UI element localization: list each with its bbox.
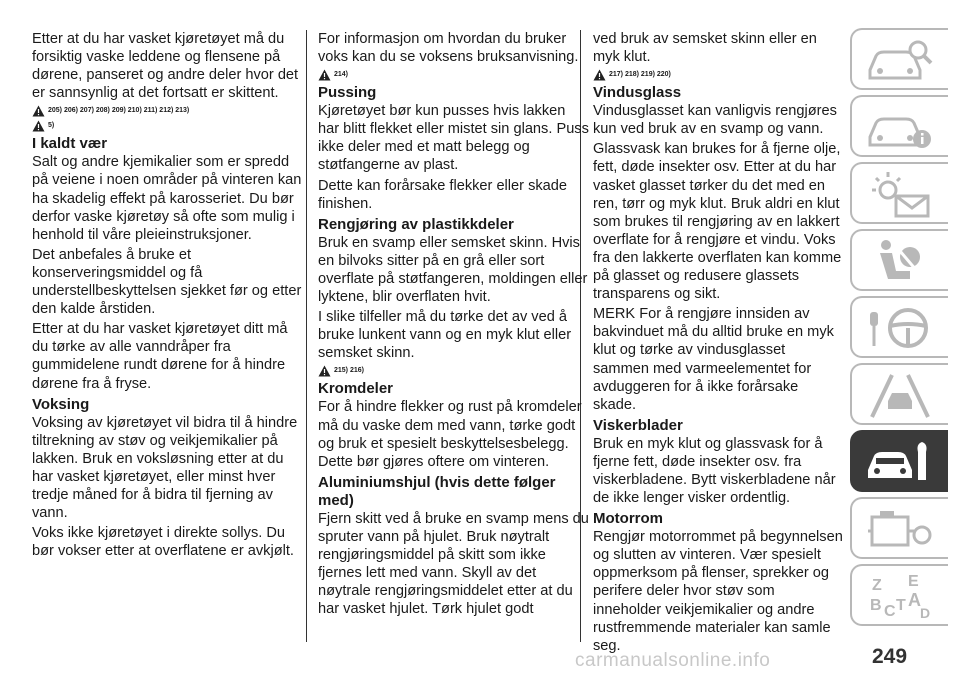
warning-ref-numbers: 214) [334,71,349,79]
warning-triangle-icon [593,69,606,81]
warning-ref-numbers: 215) 216) [334,367,364,375]
column-1 [32,30,304,562]
watermark: carmanualsonline.info [575,650,771,671]
svg-text:Z: Z [872,577,882,594]
paragraph: Rengjør motorrommet på begynnelsen og slutten av vinteren. Vær spesielt oppmerksom på flenser, sprekker og perifere deler hvor støv som inneholder veikjemikalier og andre rustfremmende materialer kan samle seg. [593,529,843,654]
warning-triangle-icon [318,365,331,377]
paragraph: Voks ikke kjøretøyet i direkte sollys. Du bør vokser etter at overflatene er avkjølt. [32,525,294,560]
paragraph: Dette kan forårsake flekker eller skade finishen. [318,177,568,212]
svg-text:T: T [896,597,906,614]
section-heading: Motorrom [593,510,663,528]
warning-refs [318,69,590,81]
column-divider [306,30,307,642]
car-wrench-icon [866,438,934,486]
tab-car-overview[interactable] [850,28,948,90]
warning-ref-numbers: 217) 218) 219) 220) [609,71,671,79]
svg-text:E: E [908,573,919,590]
column-3 [593,30,845,657]
paragraph: Bruk en myk klut og glassvask for å fjerne fett, døde insekter osv. fra viskerbladene. Bytt viskerbladene når de ikke lenger visker ordentlig. [593,435,836,507]
car-info-icon [866,103,934,151]
paragraph: MERK For å rengjøre innsiden av bakvinduet må du alltid bruke en myk klut og tørke av vindusglasset sammen med varmeelementet for avduggeren for å ikke forårsake skade. [593,306,834,413]
road-car-icon [866,371,934,419]
section-heading: Vindusglass [593,84,682,102]
warning-refs [318,365,590,377]
svg-text:B: B [870,597,882,614]
tab-index[interactable] [850,564,948,626]
paragraph: Glassvask kan brukes for å fjerne olje, fett, døde insekter osv. Etter at du har vasket glasset tørker du det med en ren, tørr og myk klut. Bruk aldri en klut som brukes til rengjøring av en lakkert overflate for å rengjøre et vindu. Voks fra den lakkerte overflaten kan komme på glasset og redusere glassets transparens og sikt. [593,141,842,303]
section-heading: Viskerblader [593,416,683,434]
paragraph: For å hindre flekker og rust på kromdeler må du vaske dem med vann, tørke godt og bruk et spesielt beskyttelsesbelegg. Dette bør gjøres oftere om vinteren. [318,399,582,470]
paragraph: I slike tilfeller må du tørke det av ved å bruke lunkent vann og en myk klut eller semsket skinn. [318,309,572,362]
warning-triangle-icon [318,69,331,81]
section-heading: I kaldt vær [32,135,108,153]
paragraph: Kjøretøyet bør kun pusses hvis lakken har blitt flekket eller mistet sin glans. Puss ikke deler med et matt belegg og støtfangerne av plast. [318,103,589,174]
section-heading: Aluminiumshjul (hvis dette følger med) [318,473,556,509]
alphabet-index-icon [866,572,934,620]
tab-emergency[interactable] [850,363,948,425]
paragraph: Salt og andre kjemikalier som er spredd på veiene i noen områder på vinteren kan ha skadelig effekt på karosseriet. Du bør derfor vaske kjøretøy så ofte som mulig i henhold til våre pleieinstruksjoner. [32,154,302,243]
svg-text:D: D [920,605,931,620]
section-heading: Voksing [32,395,90,413]
section-heading: Kromdeler [318,380,394,398]
svg-text:A: A [908,590,921,610]
paragraph: Fjern skitt ved å bruke en svamp mens du spruter vann på hjulet. Bruk nøytralt rengjøringsmiddel på skitt som ikke fjernes lett med vann. Skyll av det nøytrale rengjøringsmiddelet etter at du har vasket hjulet. Tørk hjulet godt [318,510,589,618]
column-2 [318,30,590,620]
warning-refs [593,69,845,81]
tab-maintenance[interactable] [850,430,948,492]
paragraph: Det anbefales å bruke et konserveringsmiddel og få understellbeskyttelsen sjekket før og etter den kalde årstiden. [32,246,302,318]
chapter-tabs [850,28,948,631]
paragraph: Bruk en svamp eller semsket skinn. Hvis en bilvoks sitter på en grå eller sort overflate på støtfangeren, moldingen eller lyktene, blir overflaten hvit. [318,234,588,306]
paragraph: ved bruk av semsket skinn eller en myk klut. [593,31,817,66]
warning-refs [32,105,304,117]
seat-airbag-icon [866,237,934,285]
section-heading: Pussing [318,84,377,102]
paragraph: Etter at du har vasket kjøretøyet må du forsiktig vaske leddene og flensene på dørene, panseret og andre deler hvor det er sannsynlig at det fortsatt er skittent. [32,31,299,102]
paragraph: Voksing av kjøretøyet vil bidra til å hindre tiltrekning av støv og veikjemikalier på lakken. Bruk en voksløsning etter at du har vasket kjøretøyet, eller minst hver tredje måned for å bidra til fjerning av vann. [32,414,298,522]
page-number: 249 [872,645,908,668]
warning-light-envelope-icon [866,170,934,218]
paragraph: For informasjon om hvordan du bruker voks kan du se voksens bruksanvisning. [318,31,579,66]
svg-text:C: C [884,603,896,620]
note-ref-numbers: 5) [48,122,55,130]
paragraph: Etter at du har vasket kjøretøyet ditt må du tørke av alle vanndråper fra gummidelene rundt dørene for å hindre dørene fra å fryse. [32,321,288,392]
engine-specs-icon [866,505,934,553]
tab-starting-driving[interactable] [850,296,948,358]
section-heading: Rengjøring av plastikkdeler [318,215,514,233]
warning-triangle-icon [32,105,45,117]
car-magnifier-icon [866,36,934,84]
tab-safety[interactable] [850,229,948,291]
tab-warning-lights[interactable] [850,162,948,224]
paragraph: Vindusglasset kan vanligvis rengjøres kun ved bruk av en svamp og vann. [593,103,837,138]
warning-ref-numbers: 205) 206) 207) 208) 209) 210) 211) 212) 213) [48,107,190,115]
tab-car-info[interactable] [850,95,948,157]
note-refs [32,120,304,132]
key-steering-wheel-icon [866,304,934,352]
tab-technical-data[interactable] [850,497,948,559]
warning-triangle-icon [32,120,45,132]
